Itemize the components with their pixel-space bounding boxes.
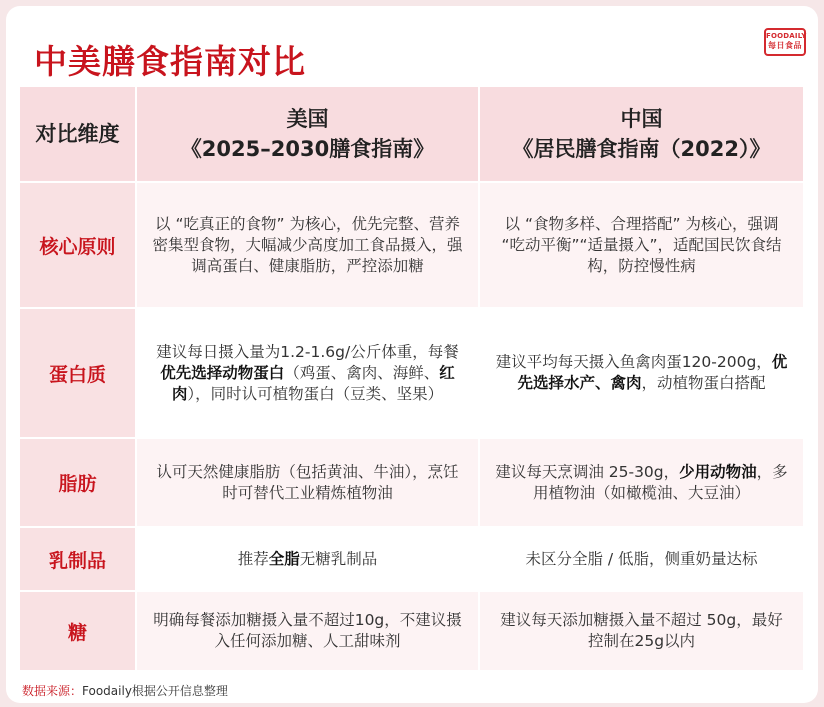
cell-text: 推荐	[237, 549, 269, 568]
logo-text-top: FOODAILY	[766, 32, 807, 40]
logo-text-bottom: 每日食品	[768, 41, 802, 50]
cell-text: 建议每天添加糖摄入量不超过 50g，最好控制在25g以内	[500, 611, 783, 650]
column-header-us	[137, 87, 480, 183]
cell-text: ，动植物蛋白搭配	[641, 374, 766, 392]
us-protein-cell	[137, 309, 480, 439]
column-header-cn-guide: 《居民膳食指南（2022）》	[512, 137, 771, 161]
cn-sugar-cell	[480, 592, 803, 672]
table-row-protein	[20, 309, 803, 439]
row-label-dairy: 乳制品	[20, 528, 137, 592]
cell-text-bold: 红肉	[171, 363, 455, 403]
page-title: 中美膳食指南对比	[34, 42, 306, 81]
source-text: Foodaily根据公开信息整理	[82, 684, 228, 698]
cell-text: 建议平均每天摄入鱼禽肉蛋120-200g，	[495, 353, 772, 371]
cn-dairy-cell	[480, 528, 803, 592]
table-row-core-principle	[20, 183, 803, 309]
row-label-sugar: 糖	[20, 592, 137, 672]
table-row-sugar	[20, 592, 803, 672]
us-core-principle-cell	[137, 183, 480, 309]
column-header-us-guide: 《2025–2030膳食指南》	[180, 137, 435, 161]
cell-text: 以 “吃真正的食物” 为核心，优先完整、营养密集型食物，大幅减少高度加工食品摄入，强调高蛋白、健康脂肪，严控添加糖	[152, 214, 463, 275]
cell-text-bold: 优先选择水产、禽肉	[517, 353, 788, 392]
table-header-row	[20, 87, 803, 183]
row-label-fat: 脂肪	[20, 439, 137, 528]
table-row-dairy	[20, 528, 803, 592]
source-label: 数据来源：	[22, 684, 83, 698]
cell-text: 以 “食物多样、合理搭配” 为核心，强调 “吃动平衡”“适量摄入”，适配国民饮食结构，防控慢性病	[501, 214, 782, 275]
cell-text-bold: 全脂	[268, 549, 300, 568]
column-header-cn-country: 中国	[620, 107, 663, 131]
cell-text: 无糖乳制品	[299, 549, 378, 568]
column-header-dimension: 对比维度	[20, 87, 137, 183]
row-label-protein: 蛋白质	[20, 309, 137, 439]
cell-text: 建议每日摄入量为1.2-1.6g/公斤体重，每餐	[156, 342, 459, 361]
cn-protein-cell	[480, 309, 803, 439]
cell-text-bold: 优先选择动物蛋白	[160, 363, 285, 382]
cell-text: ），同时认可植物蛋白（豆类、坚果）	[187, 384, 444, 403]
cell-text: 明确每餐添加糖摄入量不超过10g，不建议摄入任何添加糖、人工甜味剂	[153, 611, 462, 650]
column-header-cn	[480, 87, 803, 183]
cell-text-bold: 少用动物油	[679, 462, 757, 481]
us-dairy-cell	[137, 528, 480, 592]
cell-text: 认可天然健康脂肪（包括黄油、牛油），烹饪时可替代工业精炼植物油	[156, 462, 459, 502]
table-row-fat	[20, 439, 803, 528]
us-sugar-cell	[137, 592, 480, 672]
row-label-core-principle: 核心原则	[20, 183, 137, 309]
cell-text: 建议每天烹调油 25-30g，	[495, 462, 680, 481]
cn-fat-cell	[480, 439, 803, 528]
source-note	[22, 682, 228, 699]
comparison-table	[20, 87, 803, 672]
cn-core-principle-cell	[480, 183, 803, 309]
foodaily-logo	[764, 28, 806, 56]
cell-text: （鸡蛋、禽肉、海鲜、	[284, 363, 440, 382]
cell-text: ，多用植物油（如橄榄油、大豆油）	[532, 462, 788, 502]
us-fat-cell	[137, 439, 480, 528]
column-header-us-country: 美国	[286, 107, 329, 131]
cell-text: 未区分全脂 / 低脂，侧重奶量达标	[525, 549, 758, 568]
